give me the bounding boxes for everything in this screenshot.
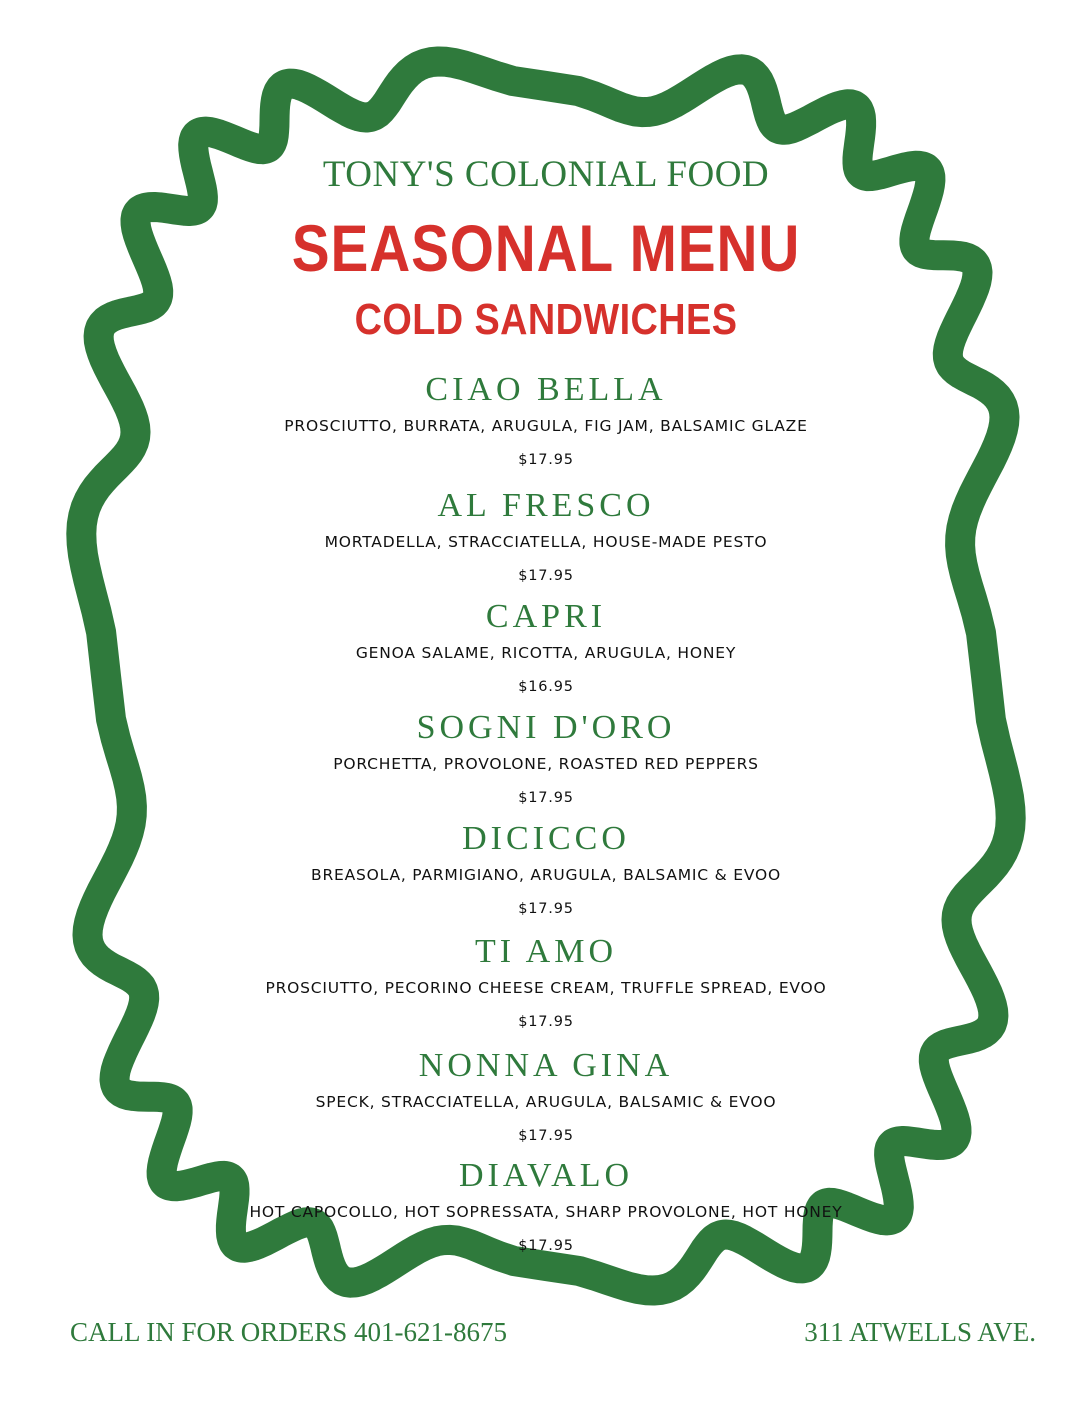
- item-price: $17.95: [518, 790, 574, 806]
- menu-item: [0, 486, 1092, 586]
- item-price: $17.95: [518, 1128, 574, 1144]
- menu-item: [0, 597, 1092, 697]
- item-price: $17.95: [518, 1238, 574, 1254]
- menu-item: [0, 708, 1092, 808]
- item-name: AL FRESCO: [437, 487, 655, 524]
- item-description: PROSCIUTTO, BURRATA, ARUGULA, FIG JAM, BALSAMIC GLAZE: [284, 417, 808, 435]
- menu-item: [0, 1046, 1092, 1146]
- item-description: MORTADELLA, STRACCIATELLA, HOUSE-MADE PESTO: [324, 533, 768, 551]
- item-description: GENOA SALAME, RICOTTA, ARUGULA, HONEY: [355, 644, 737, 662]
- item-price: $17.95: [518, 1014, 574, 1030]
- item-description: HOT CAPOCOLLO, HOT SOPRESSATA, SHARP PROVOLONE, HOT HONEY: [249, 1203, 843, 1221]
- item-description: PORCHETTA, PROVOLONE, ROASTED RED PEPPERS: [333, 755, 759, 773]
- item-description: SPECK, STRACCIATELLA, ARUGULA, BALSAMIC & EVOO: [315, 1093, 777, 1111]
- item-name: SOGNI D'ORO: [416, 709, 676, 746]
- item-price: $17.95: [518, 901, 574, 917]
- item-name: DICICCO: [462, 820, 630, 857]
- phone-order-text: CALL IN FOR ORDERS 401-621-8675: [70, 1317, 508, 1347]
- item-price: $17.95: [518, 452, 574, 468]
- item-price: $16.95: [518, 679, 574, 695]
- menu-item: [0, 370, 1092, 470]
- item-description: BREASOLA, PARMIGIANO, ARUGULA, BALSAMIC & EVOO: [311, 866, 781, 884]
- item-price: $17.95: [518, 568, 574, 584]
- item-name: CIAO BELLA: [425, 371, 667, 408]
- item-name: NONNA GINA: [418, 1047, 674, 1084]
- address-text: 311 ATWELLS AVE.: [804, 1317, 1036, 1347]
- item-name: CAPRI: [485, 598, 607, 635]
- shop-name: TONY'S COLONIAL FOOD: [322, 154, 770, 195]
- item-description: PROSCIUTTO, PECORINO CHEESE CREAM, TRUFFLE SPREAD, EVOO: [265, 979, 827, 997]
- item-name: TI AMO: [474, 933, 618, 970]
- menu-item: [0, 1156, 1092, 1256]
- menu-item: [0, 932, 1092, 1032]
- item-name: DIAVALO: [458, 1157, 634, 1194]
- menu-subtitle: COLD SANDWICHES: [354, 295, 738, 344]
- menu-item: [0, 819, 1092, 919]
- menu-title: SEASONAL MENU: [291, 211, 801, 285]
